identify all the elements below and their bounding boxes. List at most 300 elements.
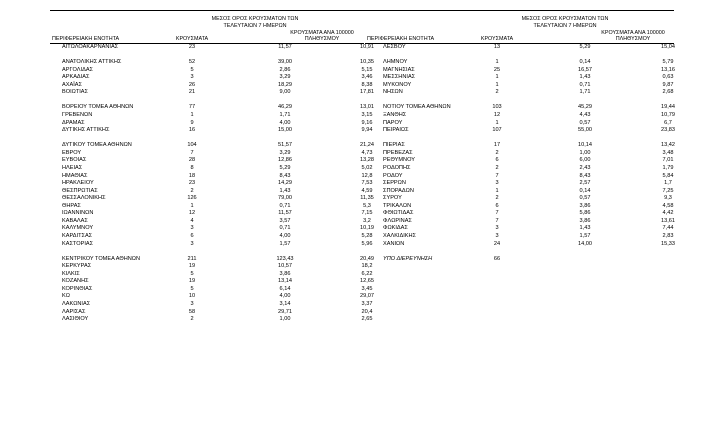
avg7-cell: 3,14 [279,301,291,308]
table-row [50,270,373,279]
table-row [50,66,373,75]
avg7-cell: 0,14 [579,59,591,66]
cases-cell: 18 [188,172,196,179]
cases-cell: 66 [493,255,501,262]
table-row [365,233,674,241]
avg7-cell: 4,43 [579,112,591,119]
table-row [50,263,373,271]
per100k-cell: 1,79 [662,164,674,171]
per100k-cell: 7,44 [662,225,674,232]
table-row [50,74,373,82]
table-row [365,120,674,128]
avg7-cell: 79,00 [278,195,292,202]
cases-cell: 21 [188,89,196,96]
unit-name-cell: ΧΑΝΙΩΝ [383,240,405,247]
unit-name-cell: ΝΗΣΩΝ [383,89,403,96]
table-row [50,142,374,150]
table-row [365,89,674,97]
avg7-cell: 2,86 [279,66,291,73]
avg7-cell: 46,29 [278,104,292,111]
unit-name-cell: ΦΛΩΡΙΝΑΣ [383,217,412,224]
unit-name-cell: ΡΕΘΥΜΝΟΥ [383,157,415,164]
per100k-cell: 6,7 [664,119,672,126]
per100k-cell: 5,28 [361,233,373,239]
table-row [50,157,374,165]
table-row [365,195,674,203]
unit-name-cell: ΥΠΟ ΔΙΕΡΕΥΝΗΣΗ [383,255,433,262]
table-row [50,210,373,218]
avg7-cell: 1,43 [279,187,291,194]
cases-cell: 7 [190,149,194,156]
cases-cell: 2 [190,187,194,194]
avg7-cell: 0,57 [579,195,591,202]
unit-name-cell: ΛΗΜΝΟΥ [383,59,408,66]
unit-name-cell: ΚΟΡΙΝΘΙΑΣ [62,285,93,292]
unit-name-cell: ΣΥΡΟΥ [383,195,402,202]
avg7-cell: 14,29 [278,180,292,187]
per100k-cell: 7,53 [361,180,373,187]
avg7-cell: 14,00 [578,240,592,247]
unit-name-cell: ΚΕΡΚΥΡΑΣ [62,263,92,270]
avg7-cell: 8,43 [279,172,291,179]
unit-name-cell: ΚΕΝΤΡΙΚΟΥ ΤΟΜΕΑ ΑΘΗΝΩΝ [62,255,141,262]
unit-name-cell: ΚΑΡΔΙΤΣΑΣ [62,233,93,239]
cases-cell: 211 [187,255,197,262]
table-row [50,187,373,196]
cases-cell: 24 [493,240,501,247]
per100k-cell: 8,38 [361,81,373,88]
per100k-cell: 13,42 [661,142,675,149]
avg7-cell: 16,57 [578,66,592,73]
header-unit: ΠΕΡΙΦΕΡΕΙΑΚΗ ΕΝΟΤΗΤΑ [52,36,120,42]
per100k-cell: 10,91 [360,44,374,50]
avg7-cell: 1,43 [579,74,591,81]
cases-cell: 104 [187,142,197,149]
cases-cell: 19 [188,278,196,285]
unit-name-cell: ΕΥΒΟΙΑΣ [62,157,87,164]
cases-cell: 26 [188,81,196,88]
table-row [365,157,674,165]
per100k-cell: 1,7 [664,180,672,187]
cases-cell: 1 [190,202,194,209]
avg7-cell: 3,86 [579,202,591,209]
table-row [50,248,364,256]
per100k-cell: 15,04 [661,44,675,50]
table-row [365,173,674,181]
per100k-cell: 5,79 [662,59,674,66]
cases-cell: 10 [188,293,196,300]
cases-cell: 28 [188,157,196,164]
per100k-cell: 13,01 [360,104,374,111]
avg7-cell: 123,43 [276,255,294,262]
header-unit: ΠΕΡΙΦΕΡΕΙΑΚΗ ΕΝΟΤΗΤΑ [367,36,435,42]
avg7-cell: 5,29 [579,44,591,50]
avg7-cell: 51,57 [278,142,292,149]
table-row [50,278,374,286]
table-row [365,218,674,226]
avg7-cell: 0,57 [579,119,591,126]
avg7-cell: 4,00 [279,119,291,126]
cases-cell: 23 [188,44,196,50]
table-row [365,203,674,211]
avg7-cell: 18,29 [278,81,292,88]
per100k-cell: 3,2 [363,217,371,224]
avg7-cell: 39,00 [278,59,292,66]
table-row [50,293,374,301]
avg7-cell: 29,71 [278,308,292,315]
avg7-cell: 1,00 [279,316,291,323]
unit-name-cell: ΔΡΑΜΑΣ [62,119,85,126]
per100k-cell: 3,37 [361,301,373,308]
header-per100k: ΚΡΟΥΣΜΑΤΑ ΑΝΑ 100000 ΠΛΗΘΥΣΜΟΥ [290,29,354,43]
table-row [50,89,374,97]
unit-name-cell: ΛΑΡΙΣΑΣ [62,308,86,315]
table-row [50,195,374,203]
table-row [365,241,674,249]
cases-cell: 3 [190,225,194,232]
table-row [50,172,373,181]
cases-cell: 7 [495,217,499,224]
table-row [50,316,373,324]
cases-cell: 23 [188,180,196,187]
per100k-cell: 4,73 [361,149,373,156]
table-row [365,256,674,264]
unit-name-cell: ΣΕΡΡΩΝ [383,180,406,187]
avg7-cell: 0,71 [279,202,291,209]
unit-name-cell: ΚΩ [62,293,70,300]
table-row [50,301,373,309]
per100k-cell: 23,83 [661,127,675,134]
avg7-cell: 12,86 [278,157,292,164]
cases-cell: 6 [190,233,194,239]
unit-name-cell: ΦΩΚΙΔΑΣ [383,225,408,232]
per100k-cell: 9,3 [664,195,672,202]
cases-cell: 3 [190,301,194,308]
per100k-cell: 21,24 [360,142,374,149]
per100k-cell: 12,8 [361,172,373,179]
per100k-cell: 11,35 [360,195,374,202]
header-avg7: ΜΕΣΟΣ ΟΡΟΣ ΚΡΟΥΣΜΑΤΩΝ ΤΩΝ ΤΕΛΕΥΤΑΙΩΝ 7 ΗΜΕΡΩΝ [521,16,609,29]
cases-cell: 77 [188,104,196,111]
cases-cell: 2 [495,89,499,96]
table-row [50,135,364,143]
per100k-cell: 7,25 [662,187,674,194]
per100k-cell: 20,49 [360,255,374,262]
per100k-cell: 3,15 [361,112,373,119]
unit-name-cell: ΜΥΚΟΝΟΥ [383,81,412,88]
table-row [50,112,373,120]
cases-cell: 1 [495,119,499,126]
per100k-cell: 4,58 [662,202,674,209]
per100k-cell: 5,15 [361,66,373,73]
table-row [50,217,371,226]
table-row [50,308,373,317]
cases-cell: 52 [188,59,196,66]
unit-name-cell: ΑΙΤΩΛΟΑΚΑΡΝΑΝΙΑΣ [62,44,119,50]
per100k-cell: 5,96 [361,240,373,247]
per100k-cell: 15,33 [661,240,675,247]
unit-name-cell: ΚΑΛΥΜΝΟΥ [62,225,94,232]
cases-cell: 7 [495,172,499,179]
cases-cell: 3 [495,225,499,232]
per100k-cell: 18,2 [361,263,373,270]
avg7-cell: 45,29 [578,104,592,111]
cases-cell: 3 [190,74,194,81]
unit-name-cell: ΡΟΔΟΥ [383,172,403,179]
cases-cell: 3 [190,240,194,247]
header-avg7: ΜΕΣΟΣ ΟΡΟΣ ΚΡΟΥΣΜΑΤΩΝ ΤΩΝ ΤΕΛΕΥΤΑΙΩΝ 7 ΗΜΕΡΩΝ [211,16,299,29]
unit-name-cell: ΚΑΣΤΟΡΙΑΣ [62,240,94,247]
table-row [50,202,371,211]
top-border [50,10,674,11]
unit-name-cell: ΜΕΣΣΗΝΙΑΣ [383,74,416,81]
avg7-cell: 1,57 [579,233,591,239]
avg7-cell: 10,57 [278,263,292,270]
per100k-cell: 20,4 [361,308,373,315]
table-row [50,164,373,173]
table-row [365,142,674,150]
unit-name-cell: ΑΡΓΟΛΙΔΑΣ [62,66,94,73]
avg7-cell: 15,00 [278,127,292,134]
unit-name-cell: ΗΛΕΙΑΣ [62,164,83,171]
unit-name-cell: ΚΟΖΑΝΗΣ [62,278,89,285]
avg7-cell: 3,86 [579,217,591,224]
table-row [50,104,374,112]
unit-name-cell: ΒΟΙΩΤΙΑΣ [62,89,88,96]
cases-cell: 2 [495,149,499,156]
table-row [50,180,373,188]
cases-cell: 2 [495,195,499,202]
avg7-cell: 3,57 [279,217,291,224]
cases-cell: 107 [492,127,502,134]
per100k-cell: 12,65 [360,278,374,285]
avg7-cell: 0,14 [579,187,591,194]
table-row [50,81,373,90]
per100k-cell: 10,79 [661,112,675,119]
per100k-cell: 3,48 [662,149,674,156]
unit-name-cell: ΝΟΤΙΟΥ ΤΟΜΕΑ ΑΘΗΝΩΝ [383,104,451,111]
table-row [365,97,674,105]
table-row [365,74,674,82]
table-row [50,97,364,105]
avg7-cell: 8,43 [579,172,591,179]
cases-cell: 1 [495,74,499,81]
avg7-cell: 3,86 [279,270,291,277]
unit-name-cell: ΔΥΤΙΚΗΣ ΑΤΤΙΚΗΣ [62,127,110,134]
avg7-cell: 1,71 [279,112,291,119]
table-row [365,150,674,158]
cases-cell: 58 [188,308,196,315]
avg7-cell: 13,14 [278,278,292,285]
cases-cell: 13 [493,44,501,50]
per100k-cell: 10,35 [360,59,374,66]
unit-name-cell: ΠΕΙΡΑΙΩΣ [383,127,409,134]
per100k-cell: 6,22 [361,270,373,277]
per100k-cell: 2,68 [662,89,674,96]
unit-name-cell: ΘΗΡΑΣ [62,202,81,209]
per100k-cell: 10,19 [360,225,374,232]
unit-name-cell: ΑΧΑΪΑΣ [62,81,82,88]
header-cases: ΚΡΟΥΣΜΑΤΑ [480,36,514,42]
cases-cell: 7 [495,210,499,217]
cases-cell: 6 [495,202,499,209]
cases-cell: 1 [495,187,499,194]
per100k-cell: 9,87 [662,81,674,88]
table-row [365,248,674,256]
per100k-cell: 4,42 [662,210,674,217]
table-row [50,225,374,233]
unit-name-cell: ΑΝΑΤΟΛΙΚΗΣ ΑΤΤΙΚΗΣ [62,59,122,66]
avg7-cell: 6,14 [279,285,291,292]
unit-name-cell: ΠΑΡΟΥ [383,119,403,126]
cases-cell: 1 [495,59,499,66]
table-row [50,149,373,158]
avg7-cell: 4,00 [279,293,291,300]
cases-cell: 5 [190,285,194,292]
cases-cell: 5 [190,270,194,277]
per100k-cell: 9,94 [361,127,373,134]
avg7-cell: 3,29 [279,74,291,81]
unit-name-cell: ΠΙΕΡΙΑΣ [383,142,405,149]
table-row [365,67,674,75]
avg7-cell: 4,00 [279,233,291,239]
per100k-cell: 9,16 [361,119,373,126]
avg7-cell: 0,71 [279,225,291,232]
per100k-cell: 3,45 [361,285,373,292]
per100k-cell: 17,81 [360,89,374,96]
table-row [365,44,674,52]
unit-name-cell: ΒΟΡΕΙΟΥ ΤΟΜΕΑ ΑΘΗΝΩΝ [62,104,134,111]
unit-name-cell: ΚΑΒΑΛΑΣ [62,217,88,224]
cases-cell: 5 [190,66,194,73]
cases-cell: 25 [493,66,501,73]
table-row [50,52,364,60]
table-row [365,52,674,60]
unit-name-cell: ΕΒΡΟΥ [62,149,82,156]
unit-name-cell: ΘΕΣΣΑΛΟΝΙΚΗΣ [62,195,106,202]
table-row [50,59,374,67]
cases-cell: 1 [495,81,499,88]
table-row [50,233,373,241]
per100k-cell: 7,15 [361,210,373,217]
avg7-cell: 2,43 [579,164,591,171]
per100k-cell: 7,01 [662,157,674,164]
cases-cell: 6 [495,157,499,164]
table-row [365,104,674,112]
cases-cell: 8 [190,164,194,171]
unit-name-cell: ΦΘΙΩΤΙΔΑΣ [383,210,414,217]
table-row [365,210,674,218]
table-row [50,44,374,52]
per100k-cell: 19,44 [661,104,675,111]
cases-cell: 4 [190,217,194,224]
table-row [50,285,373,294]
unit-name-cell: ΡΟΔΟΠΗΣ [383,164,411,171]
table-row [50,240,373,249]
avg7-cell: 9,00 [279,89,291,96]
per100k-cell: 5,02 [361,164,373,171]
avg7-cell: 0,71 [579,81,591,88]
unit-name-cell: ΛΑΚΩΝΙΑΣ [62,301,91,308]
avg7-cell: 55,00 [578,127,592,134]
unit-name-cell: ΠΡΕΒΕΖΑΣ [383,149,413,156]
avg7-cell: 1,43 [579,225,591,232]
unit-name-cell: ΑΡΚΑΔΙΑΣ [62,74,90,81]
cases-cell: 12 [493,112,501,119]
per100k-cell: 5,3 [363,202,371,209]
avg7-cell: 1,00 [579,149,591,156]
table-row [365,165,674,173]
cases-cell: 12 [188,210,196,217]
per100k-cell: 4,59 [361,187,373,194]
cases-cell: 3 [495,180,499,187]
cases-cell: 16 [188,127,196,134]
cases-cell: 19 [188,263,196,270]
per100k-cell: 5,84 [662,172,674,179]
avg7-cell: 10,14 [578,142,592,149]
table-row [365,82,674,90]
table-row [365,180,674,188]
avg7-cell: 5,86 [579,210,591,217]
cases-cell: 2 [190,316,194,323]
unit-name-cell: ΓΡΕΒΕΝΩΝ [62,112,93,119]
unit-name-cell: ΗΜΑΘΙΑΣ [62,172,88,179]
per100k-cell: 13,61 [661,217,675,224]
unit-name-cell: ΙΩΑΝΝΙΝΩΝ [62,210,94,217]
cases-cell: 103 [492,104,502,111]
header-per100k: ΚΡΟΥΣΜΑΤΑ ΑΝΑ 100000 ΠΛΗΘΥΣΜΟΥ [601,29,665,43]
unit-name-cell: ΛΕΣΒΟΥ [383,44,406,50]
per100k-cell: 2,65 [361,316,373,323]
unit-name-cell: ΜΑΓΝΗΣΙΑΣ [383,66,415,73]
cases-cell: 2 [495,164,499,171]
per100k-cell: 13,28 [360,157,374,164]
table-row [365,188,674,196]
avg7-cell: 2,57 [579,180,591,187]
unit-name-cell: ΗΡΑΚΛΕΙΟΥ [62,180,94,187]
table-row [50,255,374,264]
table-row [365,59,674,67]
unit-name-cell: ΞΑΝΘΗΣ [383,112,407,119]
cases-cell: 126 [187,195,197,202]
unit-name-cell: ΛΑΣΙΘΙΟΥ [62,316,89,323]
avg7-cell: 11,57 [278,210,292,217]
avg7-cell: 1,57 [279,240,291,247]
per100k-cell: 0,63 [662,74,674,81]
cases-cell: 17 [493,142,501,149]
unit-name-cell: ΣΠΟΡΑΔΩΝ [383,187,414,194]
unit-name-cell: ΚΙΛΚΙΣ [62,270,80,277]
avg7-cell: 5,29 [279,164,291,171]
unit-name-cell: ΘΕΣΠΡΩΤΙΑΣ [62,187,98,194]
table-row [365,127,674,135]
avg7-cell: 6,00 [579,157,591,164]
unit-name-cell: ΧΑΛΚΙΔΙΚΗΣ [383,233,417,239]
avg7-cell: 11,57 [278,44,292,50]
cases-cell: 9 [190,119,194,126]
cases-cell: 3 [495,233,499,239]
per100k-cell: 2,83 [662,233,674,239]
unit-name-cell: ΤΡΙΚΑΛΩΝ [383,202,412,209]
unit-name-cell: ΔΥΤΙΚΟΥ ΤΟΜΕΑ ΑΘΗΝΩΝ [62,142,132,149]
avg7-cell: 1,71 [579,89,591,96]
table-row [365,112,674,120]
per100k-cell: 13,16 [661,66,675,73]
table-row [365,225,674,233]
table-row [50,119,373,128]
table-row [365,135,674,143]
per100k-cell: 3,46 [361,74,373,81]
